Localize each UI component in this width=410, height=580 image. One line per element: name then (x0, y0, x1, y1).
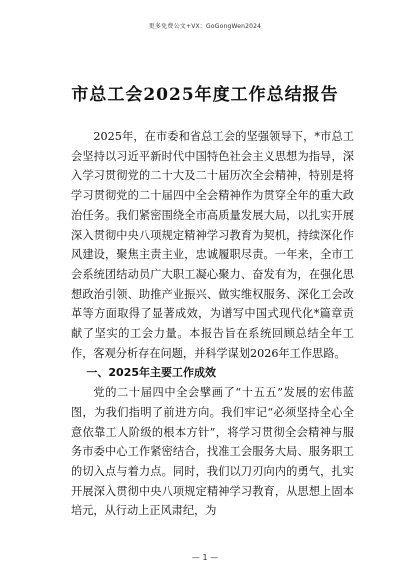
section-heading: 一、2025年主要工作成效 (86, 366, 217, 380)
intro-paragraph: 2025年，在市委和省总工会的坚强领导下，*市总工会坚持以习近平新时代中国特色社会主义思想为指导，深入学习贯彻党的二十大及二十届历次全会精神，特别是将学习贯彻党的二十届四中全会精神作为贯穿全年的重大政治任务。我们紧密围绕全市高质量发展大局，以扎实开展深入贯彻中央八项规定精神学习教育为契机，持续深化作风建设，聚焦主责主业，忠诚履职尽责。一年来，全市工会系统团结动员广大职工凝心聚力、奋发有为，在强化思想政治引领、助推产业振兴、做实维权服务、深化工会改革等方面取得了显著成效，为谱写中国式现代化*篇章贡献了坚实的工会力量。本报告旨在系统回顾总结全年工作，客观分析存在问题，并科学谋划2026年工作思路。 (71, 130, 354, 360)
page-number: — 1 — (191, 553, 219, 562)
section-paragraph: 党的二十届四中全会擘画了“十五五”发展的宏伟蓝图，为我们指明了前进方向。我们牢记“必须坚持全心全意依靠工人阶级的根本方针”，将学习贯彻全会精神与服务市委中心工作紧密结合，找准工会服务大局、服务职工的切入点与着力点。同时，我们以刀刃向内的勇气，扎实开展深入贯彻中央八项规定精神学习教育，从思想上固本培元，从行动上正风肃纪，为 (71, 386, 354, 518)
document-title: 市总工会2025年度工作总结报告 (71, 85, 339, 105)
header-watermark: 更多免费公文+VX：GoGongWen2024 (148, 23, 262, 30)
document-body (71, 127, 354, 521)
